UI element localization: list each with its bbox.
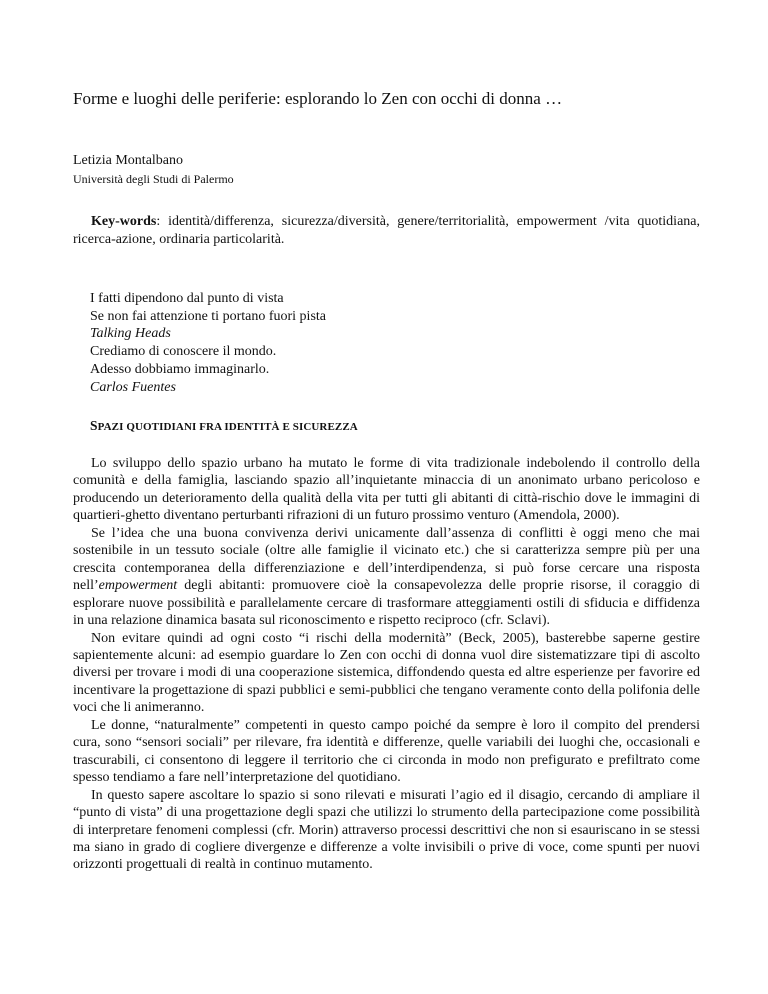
keywords-paragraph [73, 213, 700, 249]
epigraph-line: I fatti dipendono dal punto di vista [90, 291, 284, 306]
section-heading-initial: S [90, 418, 98, 433]
author-affiliation: Università degli Studi di Palermo [73, 172, 234, 186]
paragraph [73, 525, 700, 630]
paragraph-text: degli abitanti: promuovere cioè la consapevolezza delle proprie risorse, il coraggio di esplorare nuove possibilità e parallelamente cercare di trasformare atteggiamenti ostili di sfiducia e diffidenza in una relazione dinamica basata sul riconoscimento e rispetto reciproco (cfr. Sclavi). [73, 578, 700, 629]
epigraph [90, 290, 326, 396]
author-name: Letizia Montalbano [73, 153, 184, 168]
paragraph: Non evitare quindi ad ogni costo “i rischi della modernità” (Beck, 2005), basterebbe saperne gestire sapientemente alcuni: ad esempio guardare lo Zen con occhi di donna vuol dire sistematizzare tipi di ascolto diversi per trovare i modi di una cooperazione sistemica, diffondendo questa ed altre esperienze per favorire ed incentivare la progettazione di spazi pubblici e semi-pubblici che tengano veramente conto della polifonia delle voci che li animeranno. [73, 630, 700, 716]
page-title: Forme e luoghi delle periferie: esplorando lo Zen con occhi di donna … [73, 89, 563, 108]
paragraph: Lo sviluppo dello spazio urbano ha mutato le forme di vita tradizionale indebolendo il controllo della comunità e della famiglia, lasciando spazio all’inquietante minaccia di un anonimato urbano pericoloso e producendo un deterioramento della qualità della vita per tutti gli abitanti di città-rischio dove le immagini di quartieri-ghetto diventano perturbanti rifrazioni di un futuro prossimo venturo (Amendola, 2000). [73, 456, 700, 524]
paragraph-emphasis: empowerment [98, 578, 178, 594]
epigraph-line: Se non fai attenzione ti portano fuori pista [90, 308, 326, 324]
epigraph-line: Adesso dobbiamo immaginarlo. [90, 361, 270, 377]
section-heading-text: PAZI QUOTIDIANI FRA IDENTITÀ E SICUREZZA [97, 421, 358, 433]
epigraph-attribution: Carlos Fuentes [90, 379, 176, 395]
section-heading [90, 419, 358, 434]
paragraph-text: Se l’idea che una buona convivenza derivi unicamente dall’assenza di conflitti è oggi meno che mai sostenibile in un tessuto sociale (oltre alle famiglie il vicinato etc.) che si caratterizza sempre più per una crescita contemporanea della differenziazione e dell’interdipendenza, si può forse cercare una risposta nell’ [73, 525, 700, 594]
keywords-list: : identità/differenza, sicurezza/diversità, genere/territorialità, empowerment /vita quotidiana, ricerca-azione, ordinaria particolarità. [73, 214, 700, 247]
paragraph: In questo sapere ascoltare lo spazio si sono rilevati e misurati l’agio ed il disagio, cercando di ampliare il “punto di vista” di una progettazione degli spazi che utilizzi lo strumento della partecipazione come possibilità di interpretare fenomeni complessi (cfr. Morin) attraverso processi descrittivi che non si esauriscano in se stessi ma siano in grado di cogliere divergenze e differenze a volte invisibili o prive di voce, come spunti per nuovi orizzonti progettuali di realtà in continuo mutamento. [73, 787, 700, 873]
keywords-label: Key-words [91, 214, 157, 229]
paragraph: Le donne, “naturalmente” competenti in questo campo poiché da sempre è loro il compito del prendersi cura, sono “sensori sociali” per rilevare, fra identità e differenze, quelle variabili dei luoghi che, occasionali e trascurabili, ci consentono di leggere il territorio che ci circonda in modo non prefigurato e prefiltrato come spesso tendiamo a fare nell’interpretazione del quotidiano. [73, 717, 700, 786]
epigraph-attribution: Talking Heads [90, 326, 171, 342]
epigraph-line: Crediamo di conoscere il mondo. [90, 344, 277, 360]
body-text [73, 455, 700, 874]
